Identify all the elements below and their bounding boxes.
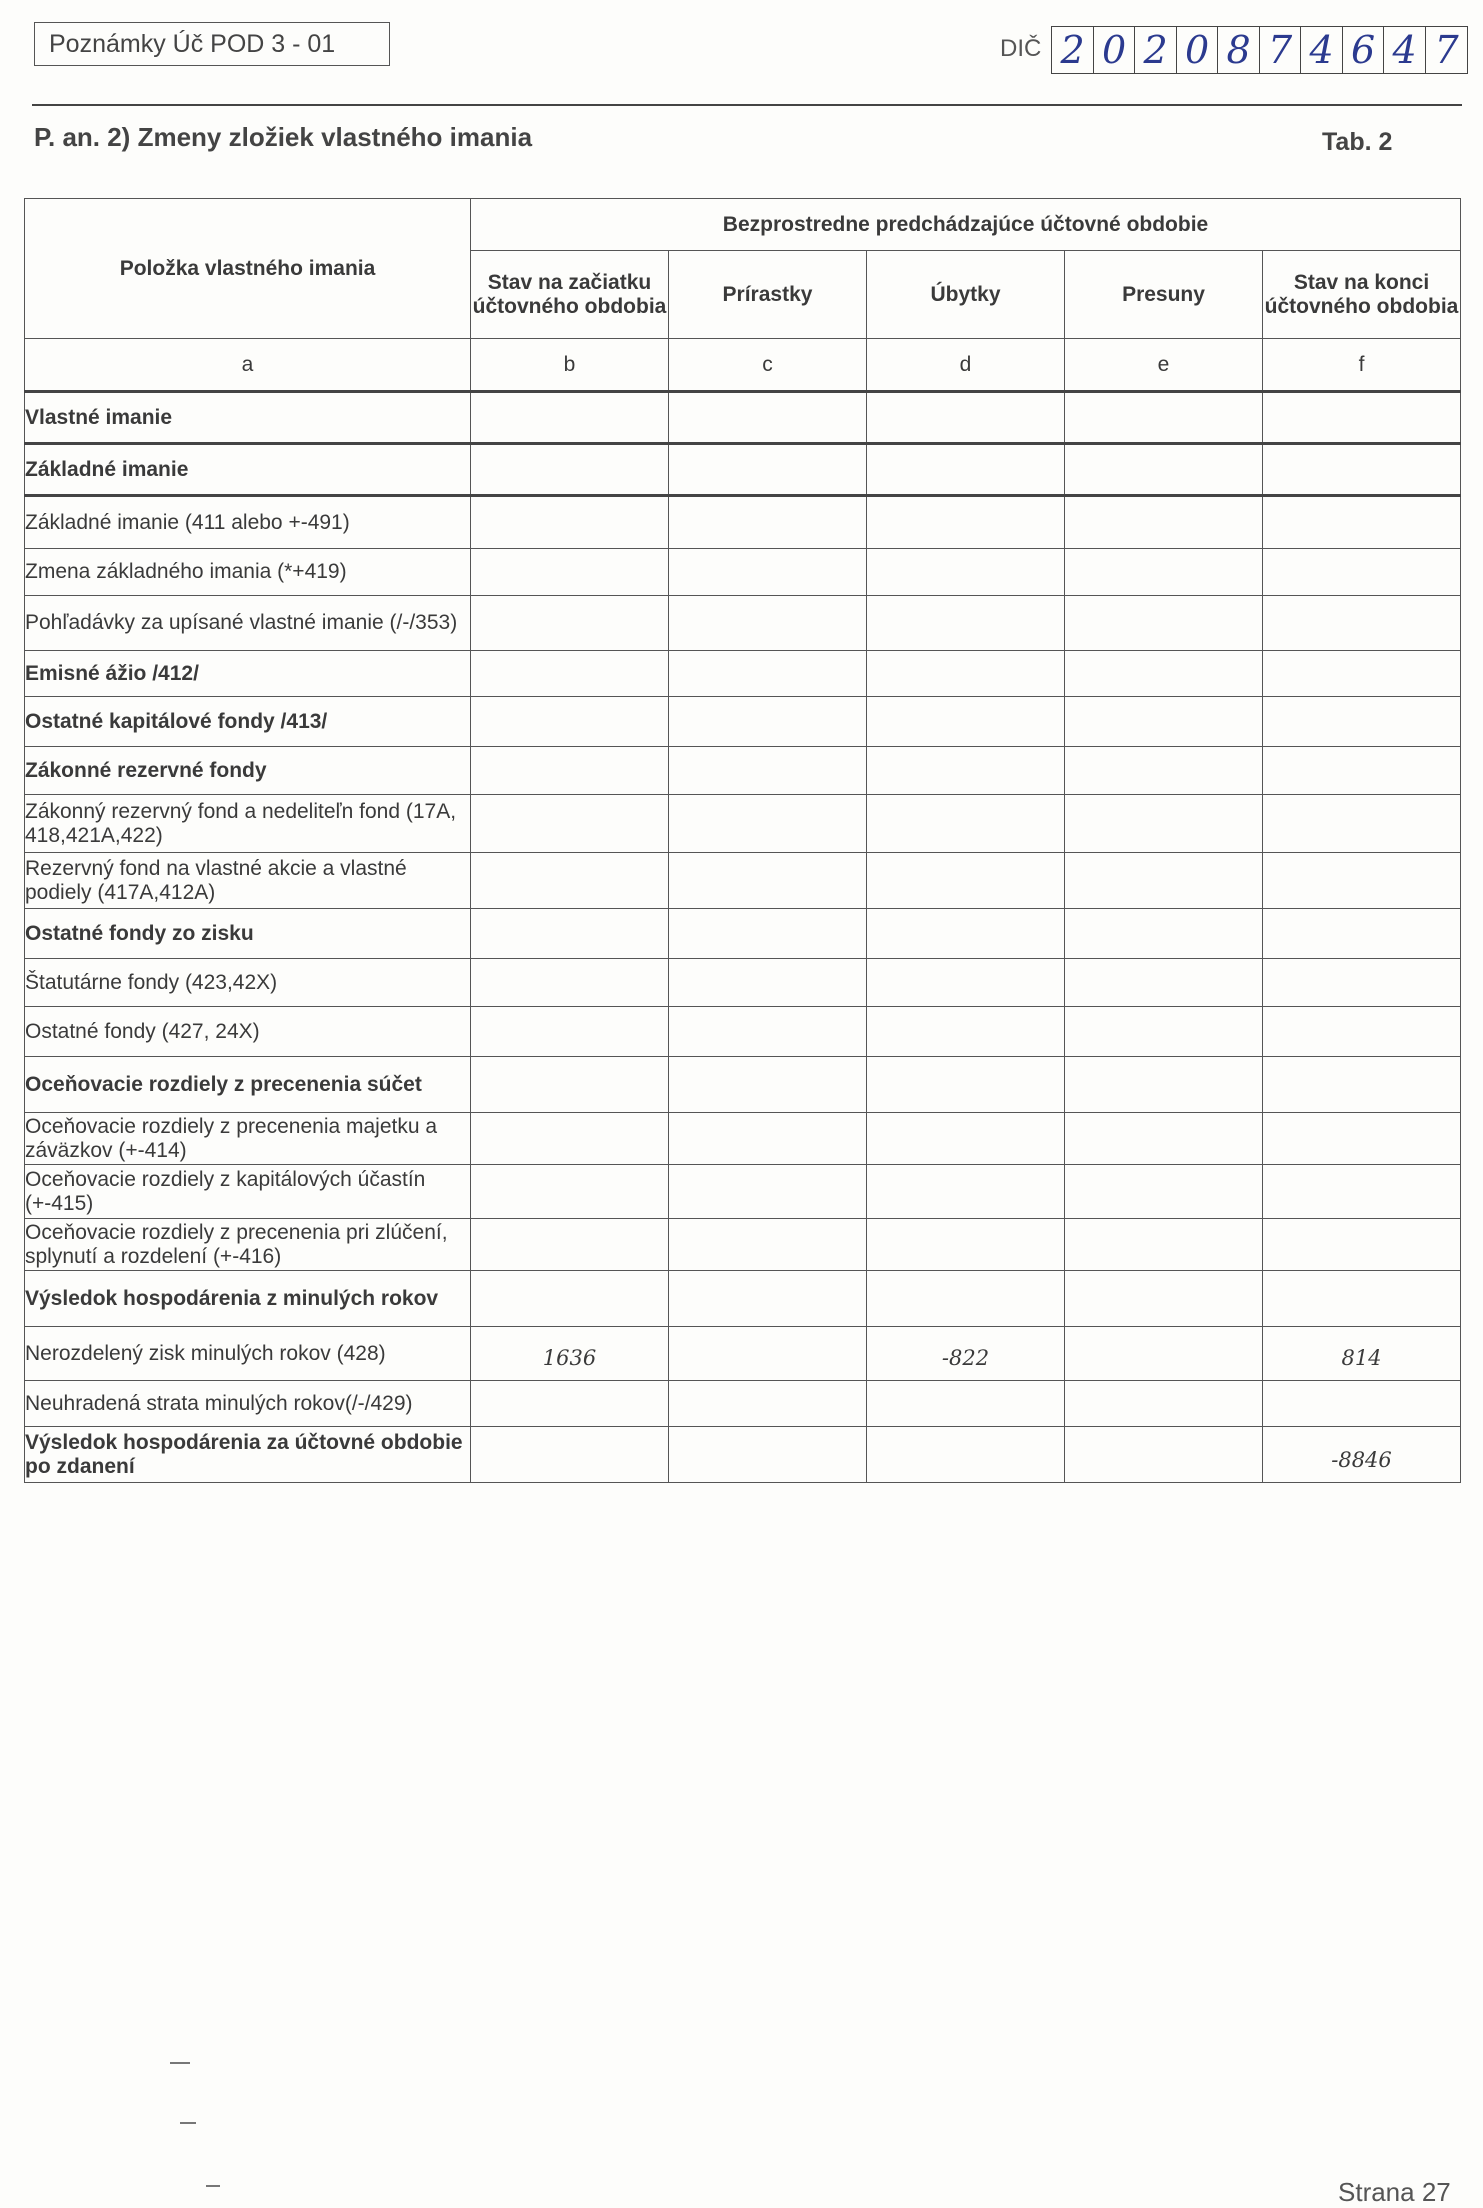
row-label: Rezervný fond na vlastné akcie a vlastné podiely (417A,412A) bbox=[25, 853, 471, 909]
row-label: Zákonné rezervné fondy bbox=[25, 747, 471, 795]
dic-digit: 4 bbox=[1384, 27, 1426, 73]
cell-e bbox=[1065, 1427, 1263, 1483]
table-row bbox=[25, 1165, 1461, 1219]
row-label: Zákonný rezervný fond a nedeliteľn fond (17A, 418,421A,422) bbox=[25, 795, 471, 853]
table-row bbox=[25, 1057, 1461, 1113]
dic-digit: 6 bbox=[1343, 27, 1385, 73]
table-row bbox=[25, 959, 1461, 1007]
cell-d bbox=[867, 1165, 1065, 1219]
cell-c bbox=[669, 959, 867, 1007]
cell-f bbox=[1263, 1271, 1461, 1327]
row-label: Oceňovacie rozdiely z precenenia majetku a záväzkov (+-414) bbox=[25, 1113, 471, 1165]
cell-b bbox=[471, 392, 669, 444]
col-group-header: Bezprostredne predchádzajúce účtovné obdobie bbox=[471, 199, 1461, 251]
cell-c bbox=[669, 795, 867, 853]
cell-e bbox=[1065, 697, 1263, 747]
cell-f bbox=[1263, 496, 1461, 549]
col-header-d: Úbytky bbox=[867, 251, 1065, 339]
row-label: Základné imanie (411 alebo +-491) bbox=[25, 496, 471, 549]
cell-b bbox=[471, 651, 669, 697]
col-letter: a bbox=[25, 339, 471, 392]
cell-d bbox=[867, 697, 1065, 747]
cell-d bbox=[867, 1271, 1065, 1327]
cell-c bbox=[669, 747, 867, 795]
table-row bbox=[25, 853, 1461, 909]
cell-b bbox=[471, 959, 669, 1007]
table-number: Tab. 2 bbox=[1322, 128, 1393, 156]
col-letter: b bbox=[471, 339, 669, 392]
row-label: Výsledok hospodárenia z minulých rokov bbox=[25, 1271, 471, 1327]
cell-f bbox=[1263, 444, 1461, 496]
row-label: Nerozdelený zisk minulých rokov (428) bbox=[25, 1327, 471, 1381]
cell-f: -8846 bbox=[1263, 1427, 1461, 1483]
cell-e bbox=[1065, 747, 1263, 795]
cell-d bbox=[867, 959, 1065, 1007]
cell-c bbox=[669, 1271, 867, 1327]
cell-e bbox=[1065, 1271, 1263, 1327]
cell-b bbox=[471, 853, 669, 909]
col-letter: e bbox=[1065, 339, 1263, 392]
form-label: Poznámky Úč POD 3 - 01 bbox=[34, 22, 390, 66]
section-title: P. an. 2) Zmeny zložiek vlastného imania bbox=[34, 122, 533, 152]
cell-e bbox=[1065, 1165, 1263, 1219]
cell-e bbox=[1065, 1113, 1263, 1165]
table-row bbox=[25, 1381, 1461, 1427]
cell-e bbox=[1065, 1219, 1263, 1271]
row-label: Štatutárne fondy (423,42X) bbox=[25, 959, 471, 1007]
cell-f bbox=[1263, 795, 1461, 853]
row-label: Oceňovacie rozdiely z precenenia pri zlúčení, splynutí a rozdelení (+-416) bbox=[25, 1219, 471, 1271]
cell-e bbox=[1065, 496, 1263, 549]
page-number: Strana 27 bbox=[1338, 2177, 1451, 2207]
dic-boxes bbox=[1051, 26, 1468, 74]
table-row bbox=[25, 1271, 1461, 1327]
cell-b bbox=[471, 549, 669, 596]
cell-d bbox=[867, 651, 1065, 697]
cell-c bbox=[669, 1007, 867, 1057]
cell-e bbox=[1065, 853, 1263, 909]
cell-b bbox=[471, 909, 669, 959]
table-row bbox=[25, 596, 1461, 651]
cell-c bbox=[669, 549, 867, 596]
cell-e bbox=[1065, 959, 1263, 1007]
cell-c bbox=[669, 1381, 867, 1427]
scan-speck bbox=[180, 2122, 196, 2124]
cell-d bbox=[867, 596, 1065, 651]
row-label: Výsledok hospodárenia za účtovné obdobie po zdanení bbox=[25, 1427, 471, 1483]
dic-digit: 4 bbox=[1301, 27, 1343, 73]
cell-e bbox=[1065, 1381, 1263, 1427]
table-row bbox=[25, 651, 1461, 697]
cell-f bbox=[1263, 1381, 1461, 1427]
cell-b bbox=[471, 496, 669, 549]
cell-d: -822 bbox=[867, 1327, 1065, 1381]
cell-c bbox=[669, 1165, 867, 1219]
col-letter: c bbox=[669, 339, 867, 392]
row-label: Neuhradená strata minulých rokov(/-/429) bbox=[25, 1381, 471, 1427]
row-label: Pohľadávky za upísané vlastné imanie (/-/353) bbox=[25, 596, 471, 651]
cell-e bbox=[1065, 1327, 1263, 1381]
cell-d bbox=[867, 1007, 1065, 1057]
dic-digit: 7 bbox=[1434, 28, 1459, 72]
cell-b bbox=[471, 1381, 669, 1427]
cell-f bbox=[1263, 1219, 1461, 1271]
cell-d bbox=[867, 1427, 1065, 1483]
cell-d bbox=[867, 795, 1065, 853]
cell-c bbox=[669, 444, 867, 496]
cell-b bbox=[471, 596, 669, 651]
cell-f bbox=[1263, 697, 1461, 747]
row-label: Emisné ážio /412/ bbox=[25, 651, 471, 697]
cell-e bbox=[1065, 1007, 1263, 1057]
cell-d bbox=[867, 496, 1065, 549]
cell-e bbox=[1065, 392, 1263, 444]
table-row bbox=[25, 795, 1461, 853]
row-label: Základné imanie bbox=[25, 444, 471, 496]
table-row bbox=[25, 1327, 1461, 1381]
cell-f bbox=[1263, 549, 1461, 596]
cell-c bbox=[669, 1219, 867, 1271]
cell-e bbox=[1065, 795, 1263, 853]
cell-b bbox=[471, 1113, 669, 1165]
row-label: Oceňovacie rozdiely z precenenia súčet bbox=[25, 1057, 471, 1113]
dic-label: DIČ bbox=[1000, 35, 1042, 62]
cell-c bbox=[669, 697, 867, 747]
row-label: Zmena základného imania (*+419) bbox=[25, 549, 471, 596]
cell-f bbox=[1263, 1165, 1461, 1219]
cell-b: 1636 bbox=[471, 1327, 669, 1381]
table-body bbox=[25, 392, 1461, 1483]
cell-c bbox=[669, 909, 867, 959]
cell-d bbox=[867, 1219, 1065, 1271]
cell-d bbox=[867, 549, 1065, 596]
cell-b bbox=[471, 697, 669, 747]
scan-speck bbox=[206, 2185, 220, 2187]
table-row bbox=[25, 444, 1461, 496]
cell-f bbox=[1263, 392, 1461, 444]
header-divider bbox=[32, 104, 1462, 106]
cell-f bbox=[1263, 1057, 1461, 1113]
col-header-c: Prírastky bbox=[669, 251, 867, 339]
table-row bbox=[25, 747, 1461, 795]
cell-b bbox=[471, 747, 669, 795]
col-letter: d bbox=[867, 339, 1065, 392]
col-header-item: Položka vlastného imania bbox=[25, 199, 471, 339]
cell-d bbox=[867, 1381, 1065, 1427]
cell-b bbox=[471, 1007, 669, 1057]
cell-f bbox=[1263, 651, 1461, 697]
cell-f bbox=[1263, 909, 1461, 959]
cell-c bbox=[669, 1327, 867, 1381]
cell-e bbox=[1065, 596, 1263, 651]
row-label: Ostatné kapitálové fondy /413/ bbox=[25, 697, 471, 747]
cell-f bbox=[1263, 1113, 1461, 1165]
table-row bbox=[25, 392, 1461, 444]
cell-d bbox=[867, 909, 1065, 959]
cell-b bbox=[471, 1057, 669, 1113]
cell-b bbox=[471, 1219, 669, 1271]
cell-c bbox=[669, 651, 867, 697]
equity-changes-table bbox=[24, 198, 1461, 1483]
dic-field bbox=[1000, 24, 1468, 74]
cell-c bbox=[669, 1113, 867, 1165]
cell-d bbox=[867, 1113, 1065, 1165]
cell-e bbox=[1065, 1057, 1263, 1113]
cell-d bbox=[867, 392, 1065, 444]
col-header-f: Stav na konci účtovného obdobia bbox=[1263, 251, 1461, 339]
dic-digit: 2 bbox=[1052, 27, 1094, 73]
row-label: Oceňovacie rozdiely z kapitálových účastín (+-415) bbox=[25, 1165, 471, 1219]
cell-b bbox=[471, 1271, 669, 1327]
cell-f bbox=[1263, 747, 1461, 795]
cell-d bbox=[867, 747, 1065, 795]
table-row bbox=[25, 496, 1461, 549]
col-header-e: Presuny bbox=[1065, 251, 1263, 339]
cell-c bbox=[669, 392, 867, 444]
row-label: Ostatné fondy zo zisku bbox=[25, 909, 471, 959]
dic-digit: 8 bbox=[1218, 27, 1260, 73]
table-row bbox=[25, 909, 1461, 959]
table-row bbox=[25, 1113, 1461, 1165]
cell-b bbox=[471, 1165, 669, 1219]
row-label: Ostatné fondy (427, 24X) bbox=[25, 1007, 471, 1057]
dic-digit: 2 bbox=[1135, 27, 1177, 73]
table-row bbox=[25, 1007, 1461, 1057]
dic-digit: 7 bbox=[1260, 27, 1302, 73]
cell-e bbox=[1065, 549, 1263, 596]
table-row bbox=[25, 697, 1461, 747]
cell-f bbox=[1263, 596, 1461, 651]
col-letter: f bbox=[1263, 339, 1461, 392]
cell-c bbox=[669, 1427, 867, 1483]
scan-speck bbox=[170, 2062, 190, 2064]
table-row bbox=[25, 549, 1461, 596]
cell-e bbox=[1065, 444, 1263, 496]
cell-d bbox=[867, 1057, 1065, 1113]
cell-d bbox=[867, 444, 1065, 496]
dic-digit: 0 bbox=[1094, 27, 1136, 73]
cell-e bbox=[1065, 651, 1263, 697]
cell-b bbox=[471, 1427, 669, 1483]
dic-digit: 0 bbox=[1177, 27, 1219, 73]
row-label: Vlastné imanie bbox=[25, 392, 471, 444]
cell-f: 814 bbox=[1263, 1327, 1461, 1381]
cell-c bbox=[669, 596, 867, 651]
cell-c bbox=[669, 853, 867, 909]
cell-f bbox=[1263, 853, 1461, 909]
cell-c bbox=[669, 1057, 867, 1113]
cell-c bbox=[669, 496, 867, 549]
cell-f bbox=[1263, 959, 1461, 1007]
cell-b bbox=[471, 795, 669, 853]
table-row bbox=[25, 1219, 1461, 1271]
col-header-b: Stav na začiatku účtovného obdobia bbox=[471, 251, 669, 339]
table-row bbox=[25, 1427, 1461, 1483]
cell-e bbox=[1065, 909, 1263, 959]
cell-b bbox=[471, 444, 669, 496]
cell-f bbox=[1263, 1007, 1461, 1057]
cell-d bbox=[867, 853, 1065, 909]
